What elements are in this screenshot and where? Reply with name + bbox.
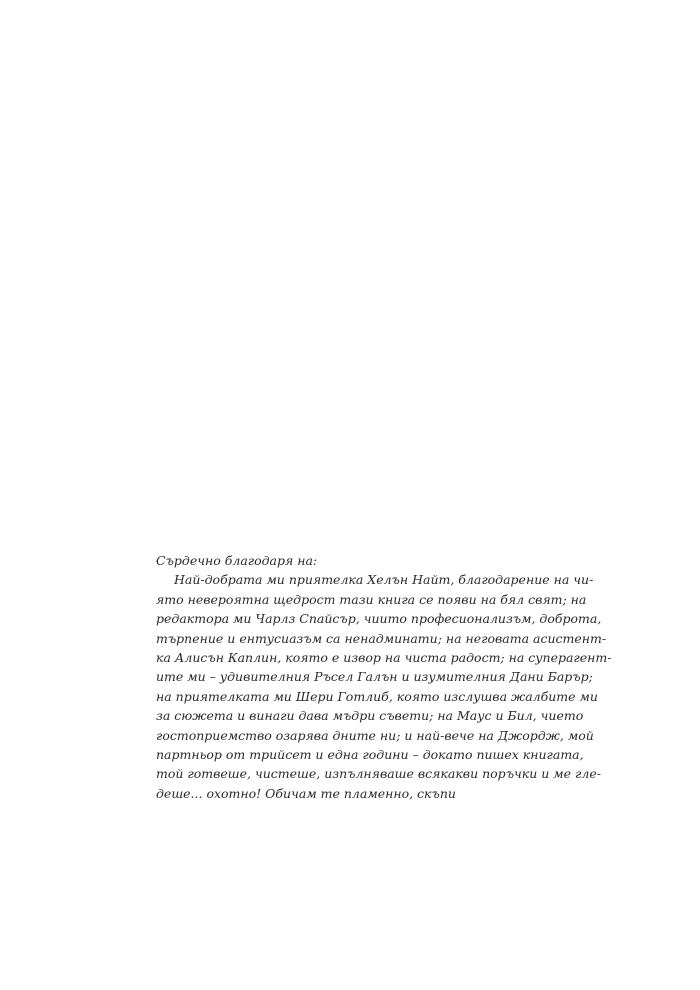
acknowledgements-line: ка Алисън Каплин, която е извор на чиста радост; на суперагент-: [156, 649, 612, 665]
acknowledgements-line: гостоприемство озарява дните ни; и най-вече на Джордж, мой: [156, 727, 594, 743]
acknowledgements-line: партньор от трийсет и една години – докато пишех книгата,: [156, 746, 584, 762]
acknowledgements-line: деше... охотно! Обичам те пламенно, скъпи: [156, 785, 456, 801]
acknowledgements-line: за сюжета и винаги дава мъдри съвети; на Маус и Бил, чието: [156, 708, 584, 724]
acknowledgements-block: [156, 551, 612, 803]
acknowledgements-line: редактора ми Чарлз Спайсър, чиито професионализъм, доброта,: [156, 611, 602, 627]
acknowledgements-heading: Сърдечно благодаря на:: [156, 553, 318, 568]
acknowledgements-line: търпение и ентусиазъм са ненадминати; на неговата асистент-: [156, 630, 607, 646]
acknowledgements-line: той готвеше, чистеше, изпълняваше всякакви поръчки и ме гле-: [156, 766, 601, 782]
acknowledgements-line: на приятелката ми Шери Готлиб, която изслушва жалбите ми: [156, 688, 598, 704]
acknowledgements-line: Най-добрата ми приятелка Хелън Найт, благодарение на чи-: [174, 572, 594, 588]
acknowledgements-line: ято невероятна щедрост тази книга се появи на бял свят; на: [156, 591, 587, 607]
acknowledgements-line: ите ми – удивителния Ръсел Галън и изумителния Дани Барър;: [156, 669, 593, 685]
